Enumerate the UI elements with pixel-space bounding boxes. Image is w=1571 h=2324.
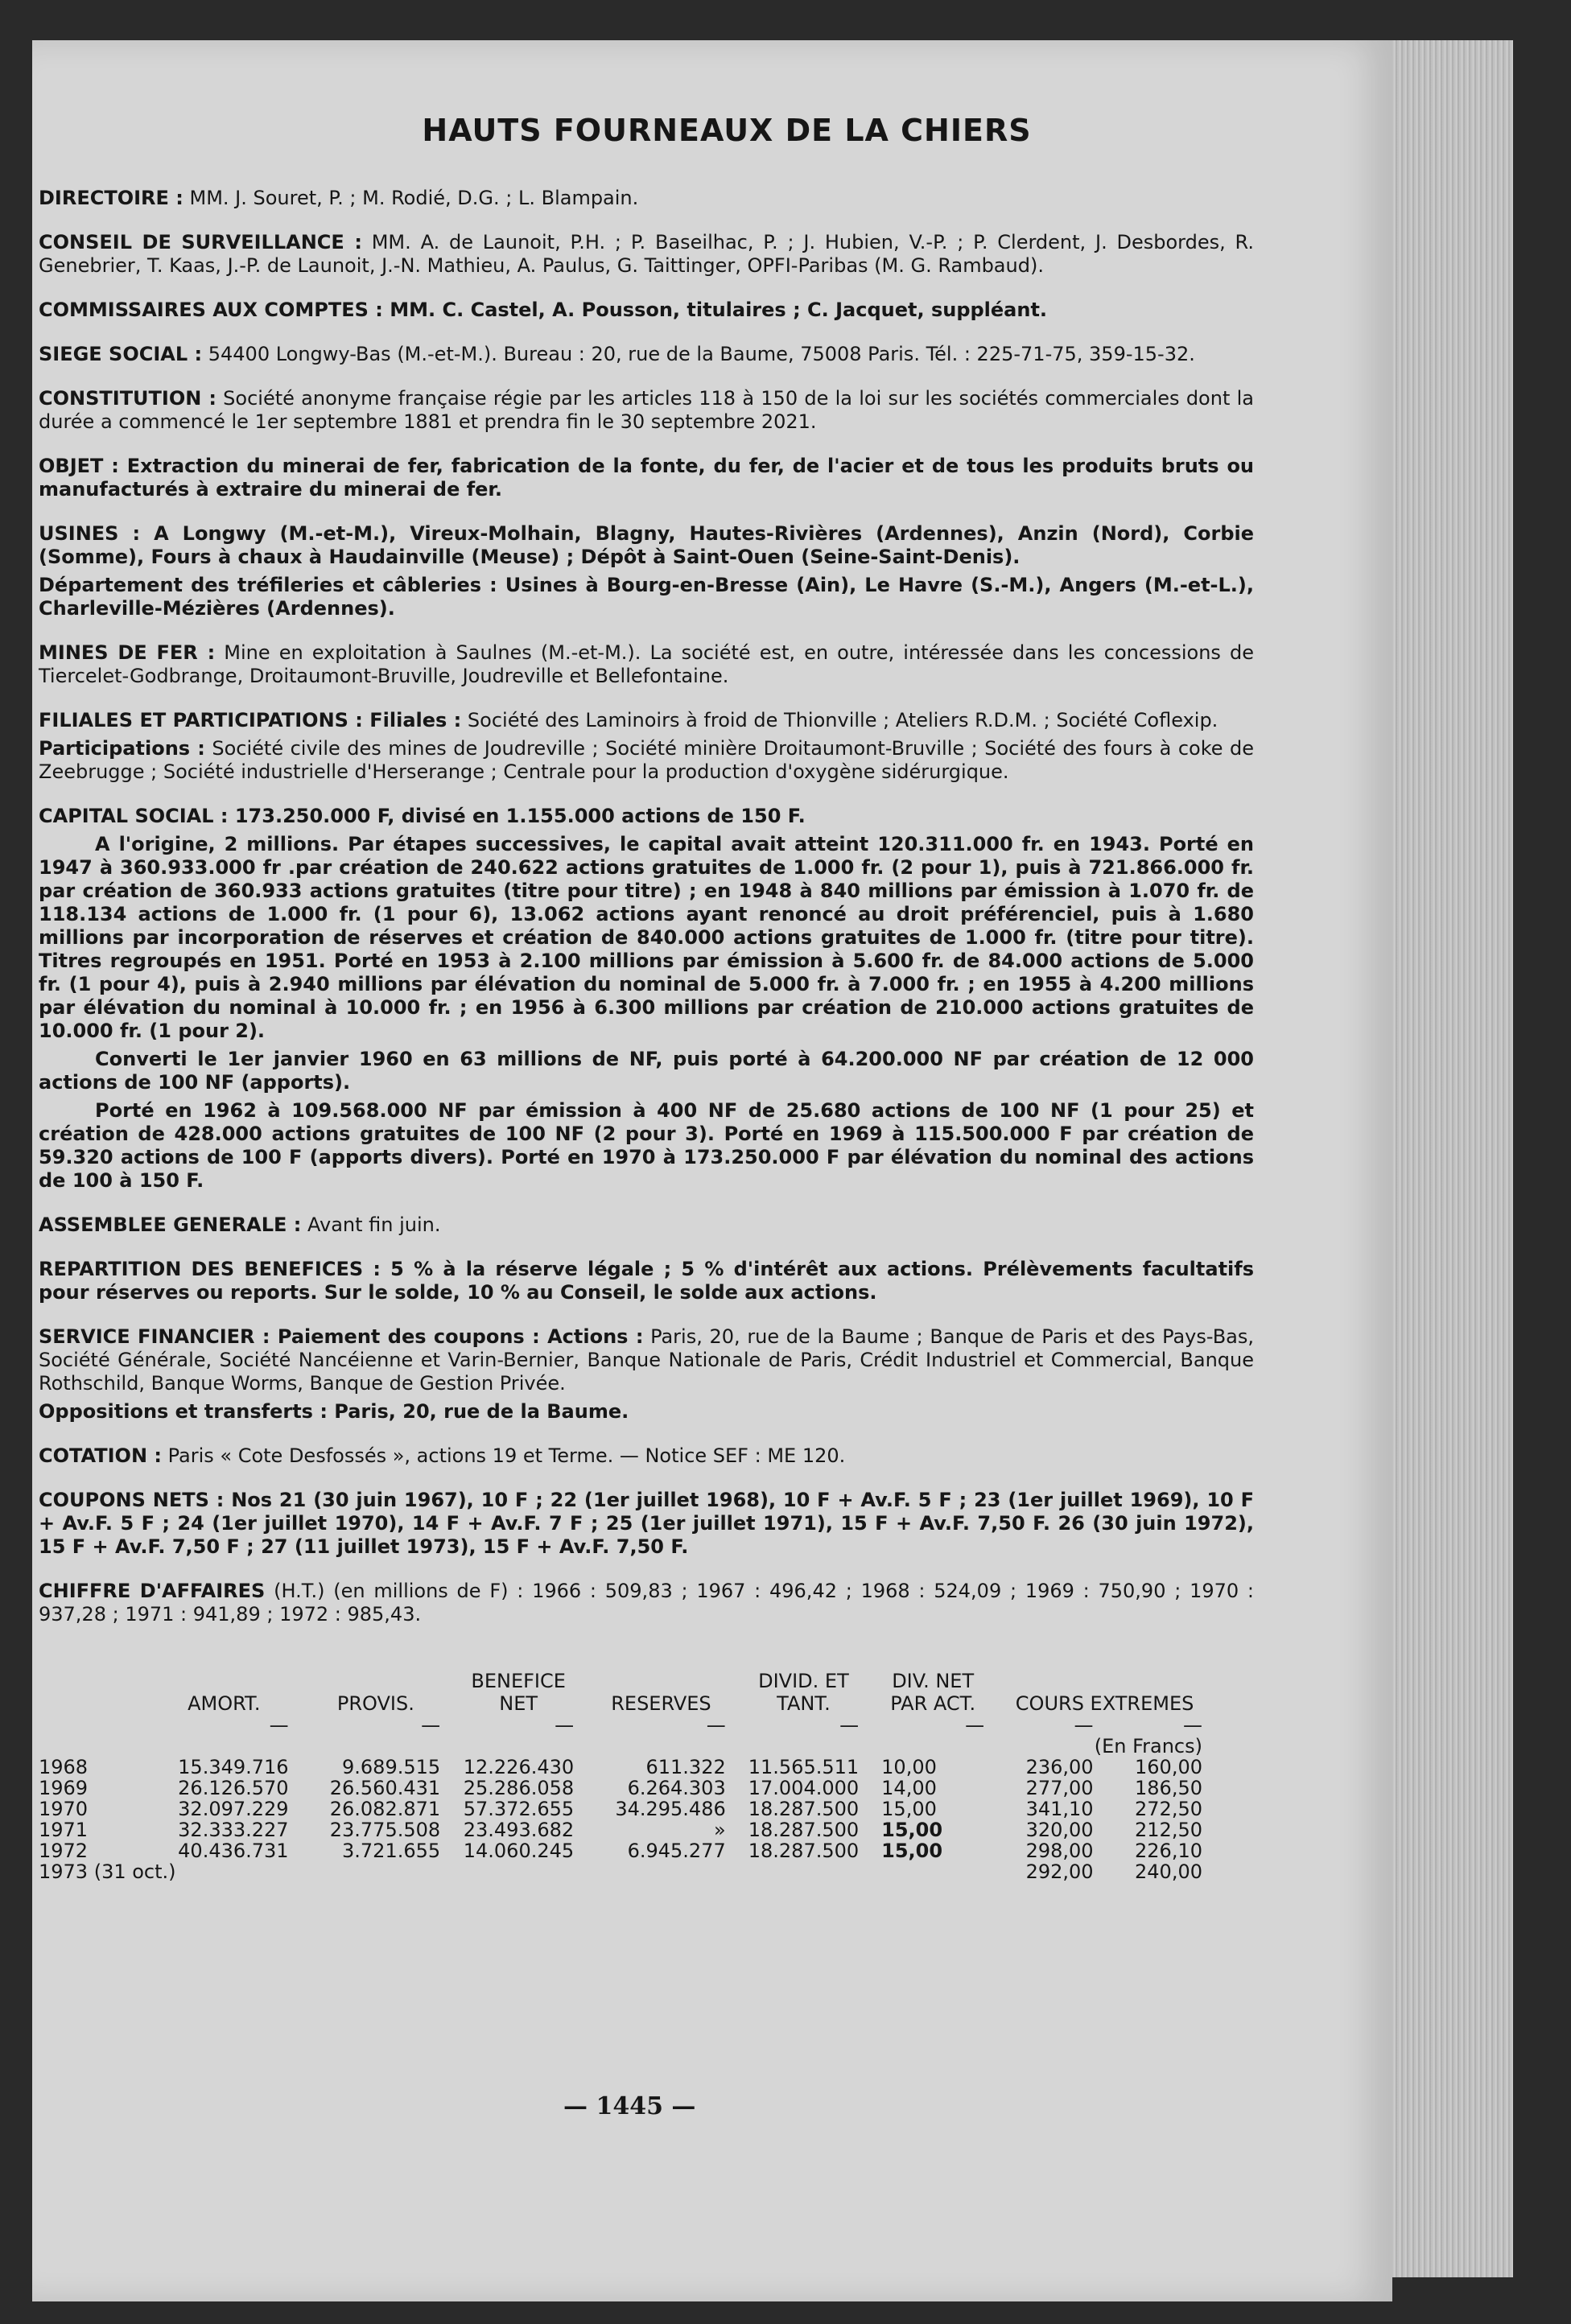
company-title: HAUTS FOURNEAUX DE LA CHIERS — [422, 113, 1032, 148]
label-conseil: CONSEIL DE SURVEILLANCE : — [39, 231, 362, 253]
dash: — — [706, 1714, 726, 1737]
section-chiffre — [39, 1580, 1254, 1626]
label-assemblee: ASSEMBLEE GENERALE : — [39, 1214, 302, 1236]
cell-reserves: 34.295.486 — [615, 1798, 726, 1820]
section-repartition — [39, 1258, 1254, 1304]
document-body — [39, 113, 1254, 1882]
label-filiales-sub: Filiales : — [362, 709, 462, 731]
header-benefice: BENEFICE NET — [471, 1670, 566, 1715]
cell-provis: 26.560.431 — [329, 1777, 441, 1799]
label-objet: OBJET : — [39, 455, 119, 477]
cell-cours-haut: 298,00 — [1025, 1840, 1094, 1862]
section-assemblee — [39, 1214, 1254, 1237]
capital-history-2: Converti le 1er janvier 1960 en 63 millions de NF, puis porté à 64.200.000 NF par création de 12 000 actions de 100 NF (apports). — [39, 1048, 1254, 1094]
label-filiales: FILIALES ET PARTICIPATIONS : — [39, 709, 363, 731]
table-row — [39, 1778, 1214, 1799]
cell-provis: 23.775.508 — [329, 1819, 441, 1841]
dash: — — [555, 1714, 575, 1737]
cell-year: 1973 (31 oct.) — [39, 1860, 176, 1883]
cell-provis: 26.082.871 — [329, 1798, 441, 1820]
cell-benefice: 25.286.058 — [463, 1777, 575, 1799]
cell-divnet: 14,00 — [881, 1777, 937, 1799]
text-directoire: MM. J. Souret, P. ; M. Rodié, D.G. ; L. Blampain. — [183, 187, 639, 209]
financial-table — [39, 1670, 1214, 1882]
header-divid: DIVID. ET TANT. — [758, 1670, 849, 1715]
cell-divnet: 15,00 — [881, 1840, 943, 1862]
cell-divid — [737, 1861, 870, 1882]
cell-divnet: 15,00 — [881, 1819, 943, 1841]
section-service — [39, 1325, 1254, 1424]
label-siege: SIEGE SOCIAL : — [39, 343, 203, 365]
label-service-sub: Paiement des coupons : Actions : — [270, 1325, 644, 1348]
section-filiales — [39, 709, 1254, 784]
cell-reserves: 6.945.277 — [627, 1840, 726, 1862]
section-directoire — [39, 187, 1254, 210]
label-coupons: COUPONS NETS : — [39, 1489, 225, 1511]
table-unit: (En Francs) — [1094, 1735, 1202, 1757]
header-divnet: DIV. NET PAR ACT. — [890, 1670, 976, 1715]
cell-cours-haut: 292,00 — [1025, 1860, 1094, 1883]
capital-history-1: A l'origine, 2 millions. Par étapes successives, le capital avait atteint 120.311.000 fr. en 1943. Porté en 1947 à 360.933.000 fr .par création de 240.622 actions gratuites de 1.000 fr. (2 pour 1), puis à 721.866.000 fr. par création de 360.933 actions gratuites (titre pour titre) ; en 1948 à 840 millions par émission à 1.070 fr. de 118.134 actions de 1.000 fr. (1 pour 6), 13.062 actions ayant renoncé au droit préférenciel, puis à 1.680 millions par incorporation de réserves et création de 840.000 actions gratuites de 1.000 fr. (titre pour titre). Titres regroupés en 1951. Porté en 1953 à 2.100 millions par émission à 5.600 fr. de 84.000 actions de 5.000 fr. (1 pour 4), puis à 2.940 millions par élévation du nominal de 5.000 fr. à 7.000 fr. ; en 1955 à 4.200 millions par élévation du nominal à 10.000 fr. ; en 1956 à 6.300 millions par création de 210.000 actions gratuites de 10.000 fr. (1 pour 2). — [39, 833, 1254, 1042]
section-coupons — [39, 1489, 1254, 1559]
cell-cours-haut: 236,00 — [1025, 1756, 1094, 1778]
text-usines: A Longwy (M.-et-M.), Vireux-Molhain, Blagny, Hautes-Rivières (Ardennes), Anzin (Nord), Corbie (Somme), Fours à chaux à Haudainville (Meuse) ; Dépôt à Saint-Ouen (Seine-Saint-Denis). — [39, 522, 1255, 568]
dash: — — [965, 1714, 985, 1737]
text-tréfileries: Usines à Bourg-en-Bresse (Ain), Le Havre (S.-M.), Angers (M.-et-L.), Charleville-Mézières (Ardennes). — [39, 574, 1255, 620]
cell-cours-bas: 160,00 — [1135, 1756, 1202, 1778]
cell-cours-bas: 186,50 — [1135, 1777, 1202, 1799]
cell-divid: 18.287.500 — [748, 1840, 860, 1862]
cell-provis: 3.721.655 — [342, 1840, 441, 1862]
cell-cours-haut: 341,10 — [1025, 1798, 1094, 1820]
cell-year: 1971 — [39, 1819, 89, 1841]
label-repartition: REPARTITION DES BENEFICES : — [39, 1258, 381, 1280]
text-filiales: Société des Laminoirs à froid de Thionville ; Ateliers R.D.M. ; Société Coflexip. — [461, 709, 1218, 731]
text-constitution: Société anonyme française régie par les articles 118 à 150 de la loi sur les sociétés commerciales dont la durée a commencé le 1er septembre 1881 et prendra fin le 30 septembre 2021. — [39, 387, 1254, 433]
label-service: SERVICE FINANCIER : — [39, 1325, 270, 1348]
table-header-row — [39, 1670, 1214, 1715]
cell-divid: 18.287.500 — [748, 1819, 860, 1841]
text-chiffre: (H.T.) (en millions de F) : 1966 : 509,83 ; 1967 : 496,42 ; 1968 : 524,09 ; 1969 : 750,90 ; 1970 : 937,28 ; 1971 : 941,89 ; 1972 : 985,43. — [39, 1580, 1254, 1626]
section-objet — [39, 455, 1254, 501]
dash: — — [839, 1714, 860, 1737]
capital-history-3: Porté en 1962 à 109.568.000 NF par émission à 400 NF de 25.680 actions de 100 NF (1 pour 25) et création de 428.000 actions gratuites de 100 NF (2 pour 3). Porté en 1969 à 115.500.000 F par création de 59.320 actions de 100 F (apports divers). Porté en 1970 à 173.250.000 F par élévation du nominal des actions de 100 à 150 F. — [39, 1099, 1254, 1192]
cell-cours-bas: 226,10 — [1135, 1840, 1202, 1862]
header-cours: COURS EXTREMES — [1015, 1692, 1194, 1715]
label-mines: MINES DE FER : — [39, 641, 216, 664]
cell-year: 1970 — [39, 1798, 89, 1820]
label-cotation: COTATION : — [39, 1444, 162, 1467]
dash: — — [1074, 1714, 1094, 1737]
label-constitution: CONSTITUTION : — [39, 387, 216, 410]
cell-year: 1972 — [39, 1840, 89, 1862]
section-conseil — [39, 231, 1254, 278]
header-reserves: RESERVES — [611, 1692, 711, 1715]
label-oppositions: Oppositions et transferts : — [39, 1400, 328, 1423]
table-row — [39, 1861, 1214, 1882]
table-row — [39, 1840, 1214, 1861]
section-mines — [39, 641, 1254, 688]
cell-provis — [300, 1861, 452, 1882]
dash: — — [421, 1714, 441, 1737]
section-cotation — [39, 1444, 1254, 1468]
cell-cours-haut: 320,00 — [1025, 1819, 1094, 1841]
cell-provis: 9.689.515 — [342, 1756, 441, 1778]
cell-cours-bas: 240,00 — [1135, 1860, 1202, 1883]
cell-cours-bas: 212,50 — [1135, 1819, 1202, 1841]
text-capital: 173.250.000 F, divisé en 1.155.000 actions de 150 F. — [228, 805, 806, 827]
cell-benefice: 14.060.245 — [463, 1840, 575, 1862]
cell-reserves: 6.264.303 — [627, 1777, 726, 1799]
cell-divnet: 10,00 — [881, 1756, 937, 1778]
cell-reserves: » — [714, 1819, 726, 1841]
section-siege — [39, 343, 1254, 366]
label-commissaires: COMMISSAIRES AUX COMPTES : — [39, 299, 383, 321]
cell-reserves: 611.322 — [645, 1756, 726, 1778]
cell-divid: 18.287.500 — [748, 1798, 860, 1820]
text-siege: 54400 Longwy-Bas (M.-et-M.). Bureau : 20, rue de la Baume, 75008 Paris. Tél. : 225-71-75, 359-15-32. — [202, 343, 1195, 365]
cell-year: 1968 — [39, 1756, 89, 1778]
cell-benefice: 23.493.682 — [463, 1819, 575, 1841]
table-row — [39, 1799, 1214, 1819]
text-service: Paris, 20, rue de la Baume ; Banque de Paris et des Pays-Bas, Société Générale, Société Nancéienne et Varin-Bernier, Banque Nationale de Paris, Crédit Industriel et Commercial, Banque Rothschild, Banque Worms, Banque de Gestion Privée. — [39, 1325, 1254, 1395]
cell-divid: 11.565.511 — [748, 1756, 860, 1778]
table-dash-row — [39, 1715, 1214, 1736]
section-constitution — [39, 387, 1254, 434]
cell-amort: 32.333.227 — [178, 1819, 289, 1841]
page-edge — [1392, 40, 1513, 2277]
cell-divnet — [870, 1861, 996, 1882]
header-amort: AMORT. — [188, 1692, 261, 1715]
cell-divnet: 15,00 — [881, 1798, 937, 1820]
section-capital — [39, 805, 1254, 1193]
cell-benefice: 12.226.430 — [463, 1756, 575, 1778]
cell-amort: 40.436.731 — [178, 1840, 289, 1862]
label-chiffre: CHIFFRE D'AFFAIRES — [39, 1580, 266, 1602]
page-number: — 1445 — — [563, 2092, 696, 2120]
text-participations: Société civile des mines de Joudreville ; Société minière Droitaumont-Bruville ; Société des fours à coke de Zeebrugge ; Société industrielle d'Herserange ; Centrale pour la production d'oxygène sidérurgique. — [39, 737, 1255, 783]
label-capital: CAPITAL SOCIAL : — [39, 805, 229, 827]
header-provis: PROVIS. — [336, 1692, 414, 1715]
section-usines — [39, 522, 1254, 620]
text-objet: Extraction du minerai de fer, fabrication de la fonte, du fer, de l'acier et de tous les produits bruts ou manufacturés à extraire du minerai de fer. — [39, 455, 1255, 501]
text-conseil: MM. A. de Launoit, P.H. ; P. Baseilhac, P. ; J. Hubien, V.-P. ; P. Clerdent, J. Desbordes, R. Genebrier, T. Kaas, J.-P. de Launoit, J.-N. Mathieu, A. Paulus, G. Taittinger, OPFI-Paribas (M. G. Rambaud). — [39, 231, 1254, 277]
text-repartition: 5 % à la réserve légale ; 5 % d'intérêt aux actions. Prélèvements facultatifs pour réserves ou reports. Sur le solde, 10 % au Conseil, le solde aux actions. — [39, 1258, 1254, 1304]
cell-amort: 26.126.570 — [178, 1777, 289, 1799]
cell-amort: 32.097.229 — [178, 1798, 289, 1820]
cell-cours-bas: 272,50 — [1135, 1798, 1202, 1820]
text-commissaires: MM. C. Castel, A. Pousson, titulaires ; C. Jacquet, suppléant. — [382, 299, 1048, 321]
cell-benefice: 57.372.655 — [463, 1798, 575, 1820]
label-participations: Participations : — [39, 737, 205, 760]
cell-reserves — [585, 1861, 737, 1882]
cell-benefice — [452, 1861, 585, 1882]
table-row — [39, 1757, 1214, 1778]
text-assemblee: Avant fin juin. — [301, 1214, 441, 1236]
label-usines: USINES : — [39, 522, 141, 545]
text-cotation: Paris « Cote Desfossés », actions 19 et Terme. — Notice SEF : ME 120. — [161, 1444, 846, 1467]
cell-amort: 15.349.716 — [178, 1756, 289, 1778]
table-unit-row — [39, 1736, 1214, 1757]
text-mines: Mine en exploitation à Saulnes (M.-et-M.). La société est, en outre, intéressée dans les concessions de Tiercelet-Godbrange, Droitaumont-Bruville, Joudreville et Bellefontaine. — [39, 641, 1255, 687]
label-directoire: DIRECTOIRE : — [39, 187, 183, 209]
text-oppositions: Paris, 20, rue de la Baume. — [327, 1400, 629, 1423]
cell-cours-haut: 277,00 — [1025, 1777, 1094, 1799]
dash: — — [269, 1714, 289, 1737]
cell-year: 1969 — [39, 1777, 89, 1799]
table-row — [39, 1819, 1214, 1840]
section-commissaires — [39, 299, 1254, 322]
cell-divid: 17.004.000 — [748, 1777, 860, 1799]
label-tréfileries: Département des tréfileries et câbleries : — [39, 574, 497, 596]
dash: — — [1183, 1714, 1202, 1737]
text-coupons: Nos 21 (30 juin 1967), 10 F ; 22 (1er juillet 1968), 10 F + Av.F. 5 F ; 23 (1er juillet 1969), 10 F + Av.F. 5 F ; 24 (1er juillet 1970), 14 F + Av.F. 7 F ; 25 (1er juillet 1971), 15 F + Av.F. 7,50 F. 26 (30 juin 1972), 15 F + Av.F. 7,50 F ; 27 (11 juillet 1973), 15 F + Av.F. 7,50 F. — [39, 1489, 1255, 1558]
